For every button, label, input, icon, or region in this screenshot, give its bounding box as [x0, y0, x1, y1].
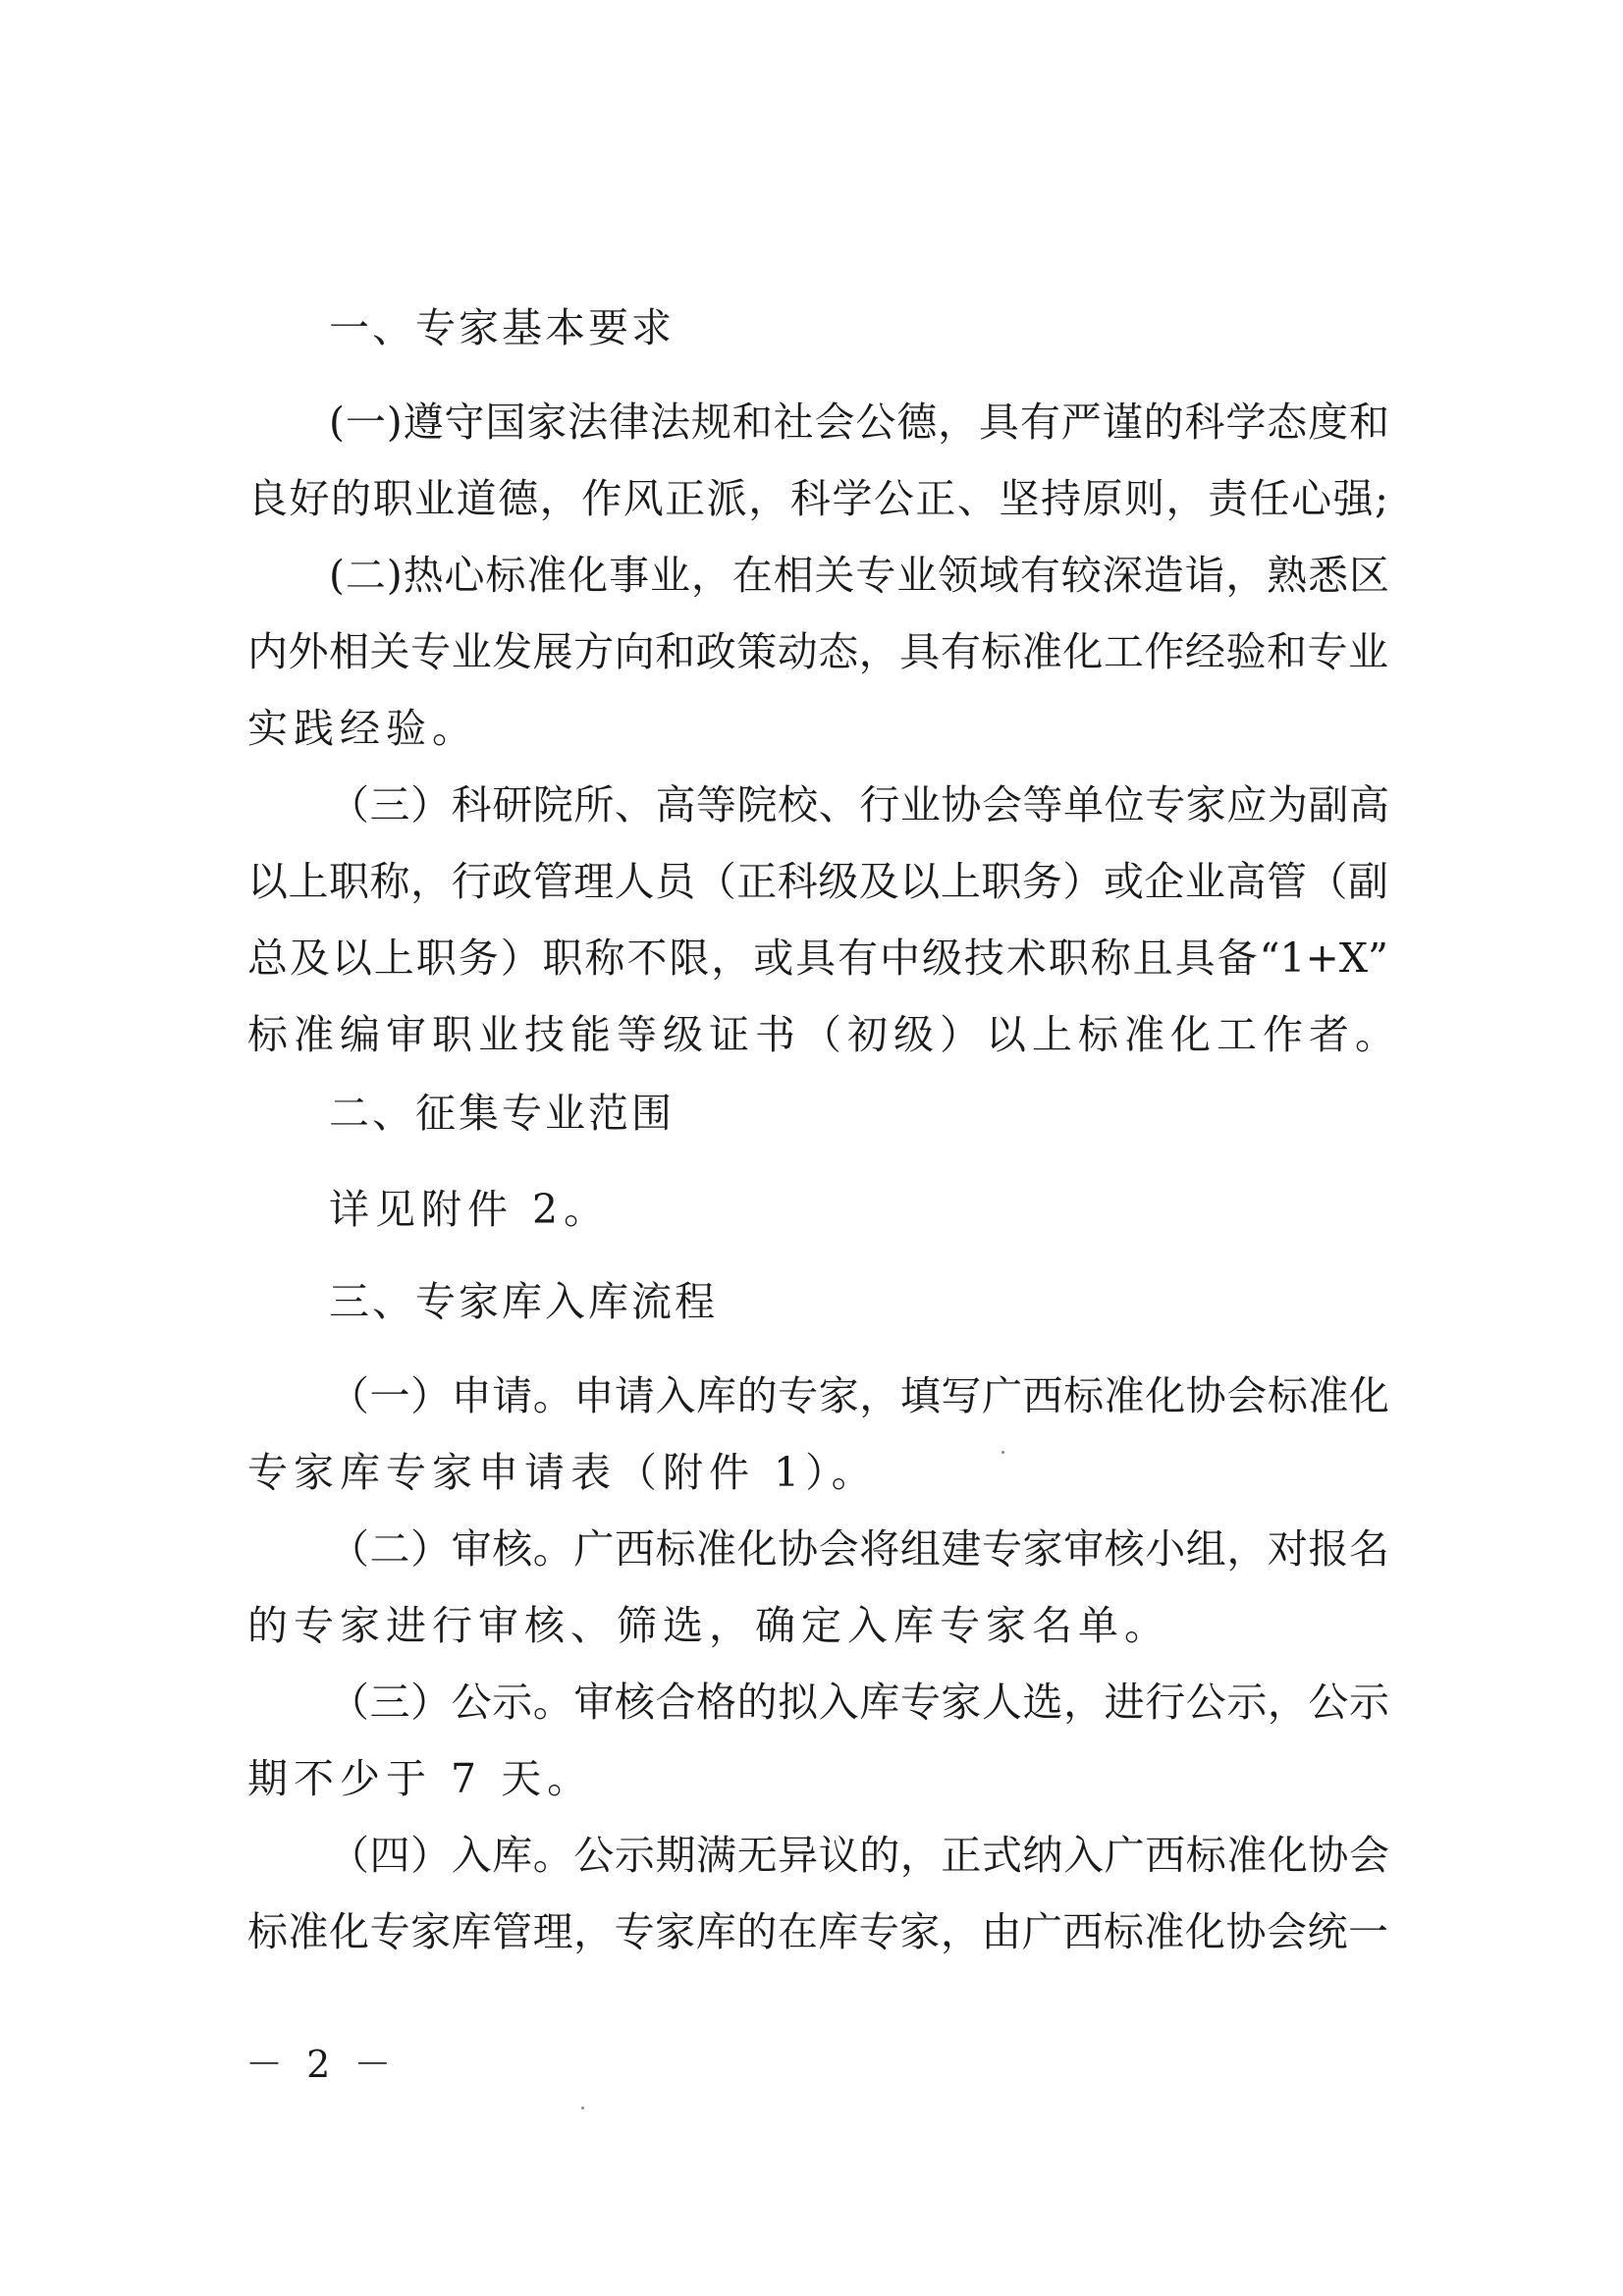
section3-item2-line1: （二）审核。广西标准化协会将组建专家审核小组，对报名 — [329, 1525, 1389, 1573]
section1-item3-line1: （三）科研院所、高等院校、行业协会等单位专家应为副高 — [329, 781, 1389, 828]
section1-item1-line1: (一)遵守国家法律法规和社会公德，具有严谨的科学态度和 — [329, 399, 1389, 446]
section2-text: 详见附件 2。 — [329, 1186, 611, 1233]
section1-item2-line1: (二)热心标准化事业，在相关专业领域有较深造诣，熟悉区 — [329, 552, 1389, 599]
scan-speck — [581, 2107, 584, 2109]
section3-item1-line1: （一）申请。申请入库的专家，填写广西标准化协会标准化 — [329, 1372, 1389, 1419]
section3-heading: 三、专家库入库流程 — [329, 1278, 718, 1325]
section1-item3-line3: 总及以上职务）职称不限，或具有中级技术职称且具备“1+X” — [247, 934, 1388, 982]
section1-heading: 一、专家基本要求 — [329, 304, 675, 351]
section3-item4-line1: （四）入库。公示期满无异议的，正式纳入广西标准化协会 — [329, 1832, 1389, 1879]
section3-item1-line2: 专家库专家申请表（附件 1）。 — [247, 1449, 878, 1496]
section1-item3-line2: 以上职称，行政管理人员（正科级及以上职务）或企业高管（副 — [247, 858, 1388, 905]
page-number: － 2 － — [245, 2043, 398, 2086]
section1-item2-line2: 内外相关专业发展方向和政策动态，具有标准化工作经验和专业 — [247, 628, 1388, 675]
section1-item2-line3: 实践经验。 — [247, 705, 478, 752]
section3-item3-line2: 期不少于 7 天。 — [247, 1755, 594, 1802]
scan-speck — [1001, 1451, 1004, 1454]
section2-heading: 二、征集专业范围 — [329, 1090, 675, 1137]
section3-item3-line1: （三）公示。审核合格的拟入库专家人选，进行公示，公示 — [329, 1679, 1389, 1726]
section3-item2-line2: 的专家进行审核、筛选，确定入库专家名单。 — [247, 1602, 1170, 1649]
section1-item1-line2: 良好的职业道德，作风正派，科学公正、坚持原则，责任心强; — [247, 475, 1388, 522]
section1-item3-line4: 标准编审职业技能等级证书（初级）以上标准化工作者。 — [247, 1011, 1401, 1058]
section3-item4-line2: 标准化专家库管理，专家库的在库专家，由广西标准化协会统一 — [247, 1908, 1388, 1955]
